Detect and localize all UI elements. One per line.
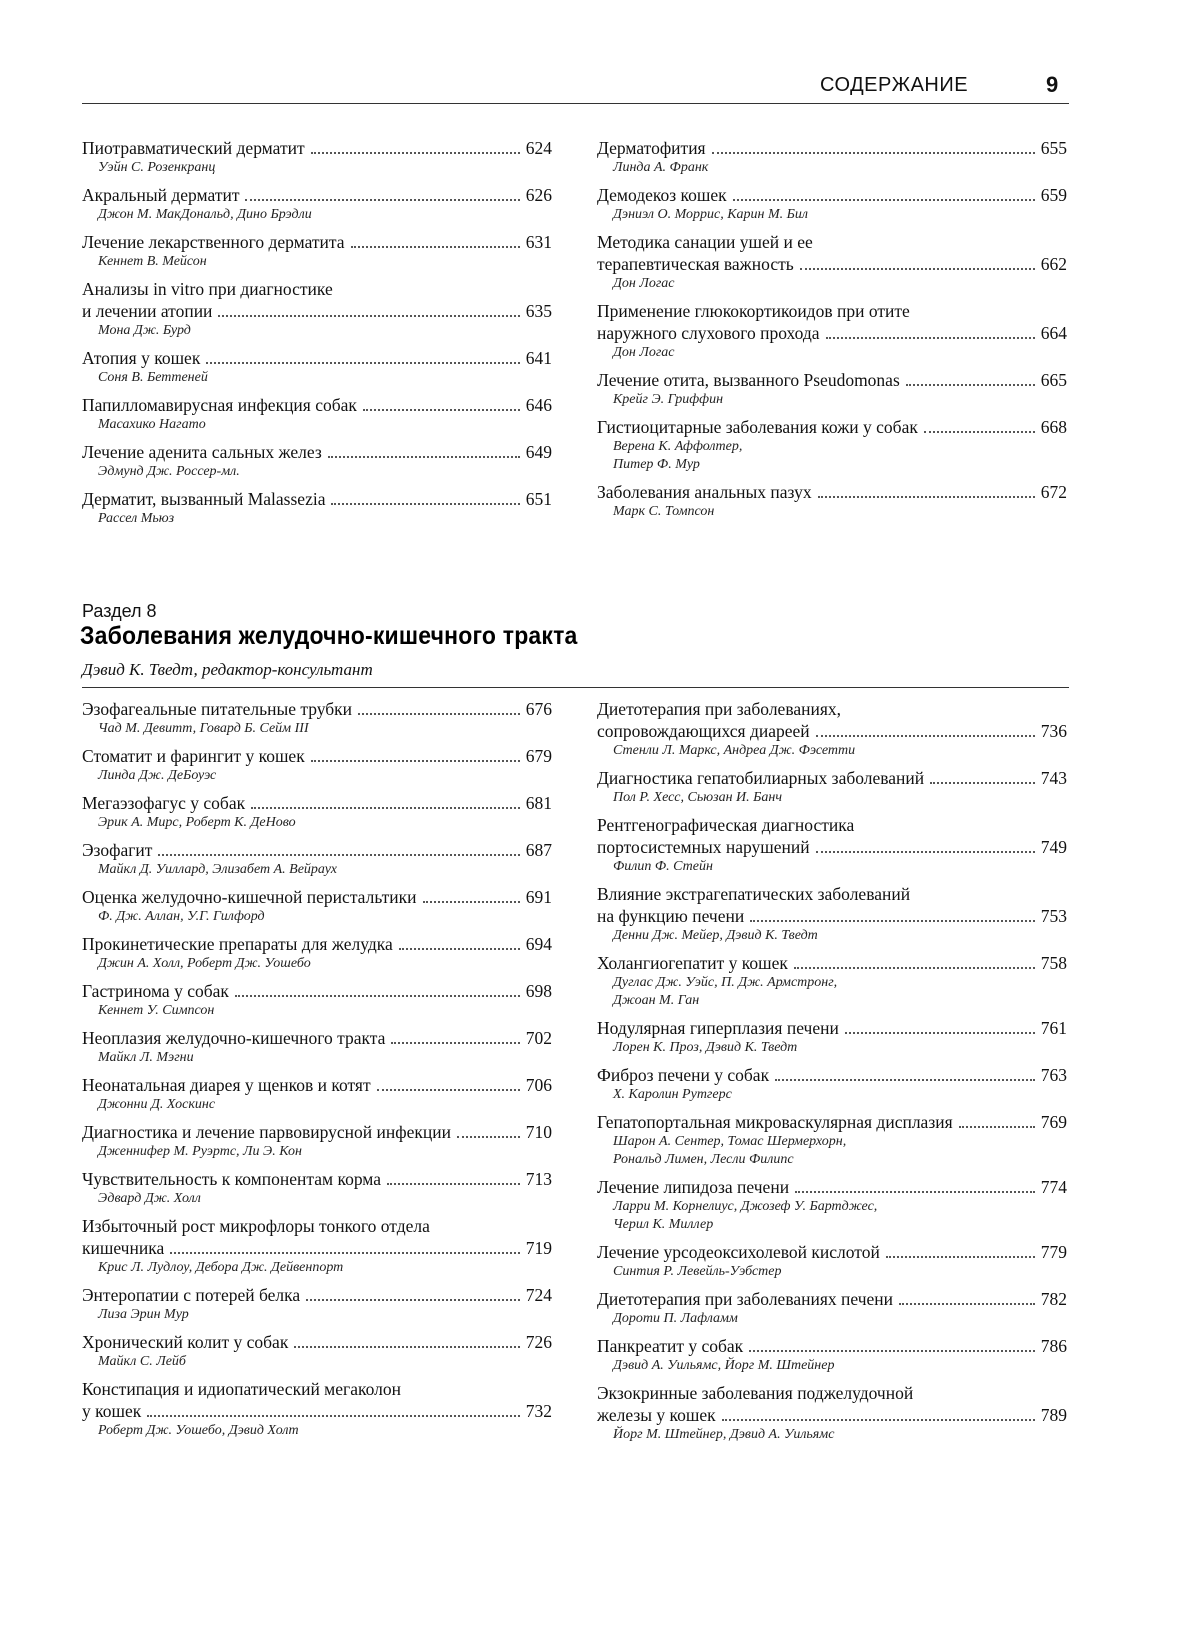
dot-leader [930,782,1035,784]
entry-title: Дерматофития [597,138,706,158]
dot-leader [170,1252,520,1254]
toc-list-section7-left [82,137,552,535]
toc-entry[interactable] [82,698,552,738]
entry-title-line: Влияние экстрагепатических заболеваний [597,884,911,904]
toc-entry[interactable] [597,698,1067,760]
dot-leader [899,1303,1035,1305]
entry-title: Стоматит и фарингит у кошек [82,746,305,766]
entry-page-number: 713 [525,1169,552,1189]
dot-leader [775,1079,1035,1081]
entry-title-line: Применение глюкокортикоидов при отите [597,301,910,321]
entry-title: Гистиоцитарные заболевания кожи у собак [597,417,918,437]
entry-authors: Линда А. Франк [613,160,709,175]
entry-page-number: 635 [525,301,552,321]
dot-leader [311,152,520,154]
entry-authors: Верена К. Аффолтер, [613,439,743,454]
toc-entry[interactable] [82,980,552,1020]
entry-title-row [82,184,552,206]
entry-title-row [597,416,1067,438]
entry-title: Атопия у кошек [82,348,201,368]
entry-title-line: Анализы in vitro при диагностике [82,279,333,299]
dot-leader [218,315,519,317]
toc-entry[interactable] [82,441,552,481]
entry-title-row [82,1400,552,1422]
entry-title-row [597,1241,1067,1263]
entry-title: Папилломавирусная инфекция собак [82,395,357,415]
entry-title-row [597,720,1067,742]
entry-page-number: 769 [1040,1112,1067,1132]
entry-title-row [597,1176,1067,1198]
entry-authors: Ф. Дж. Аллан, У.Г. Гилфорд [98,909,265,924]
entry-page-number: 662 [1040,254,1067,274]
dot-leader [328,456,520,458]
entry-authors: Линда Дж. ДеБоуэс [98,768,217,783]
entry-title: Фиброз печени у собак [597,1065,770,1085]
dot-leader [358,713,520,715]
entry-authors: Кеннет В. Мейсон [98,254,207,269]
toc-entry[interactable] [597,184,1067,224]
entry-page-number: 668 [1040,417,1067,437]
entry-title: Лечение аденита сальных желез [82,442,322,462]
entry-title-row [82,745,552,767]
toc-entry[interactable] [597,1017,1067,1057]
entry-authors: Шарон А. Сентер, Томас Шермерхорн, [613,1134,847,1149]
entry-title: Нодулярная гиперплазия печени [597,1018,839,1038]
entry-title: Диагностика гепатобилиарных заболеваний [597,768,925,788]
dot-leader [845,1032,1035,1034]
entry-title: Диетотерапия при заболеваниях печени [597,1289,894,1309]
entry-page-number: 646 [525,395,552,415]
entry-authors: Майкл Л. Мэгни [98,1050,194,1065]
dot-leader [733,199,1035,201]
entry-page-number: 779 [1040,1242,1067,1262]
entry-page-number: 753 [1040,906,1067,926]
dot-leader [363,409,520,411]
entry-title-row [597,137,1067,159]
toc-list-section8-left [82,698,552,1447]
entry-authors: Соня В. Беттеней [98,370,208,385]
dot-leader [794,967,1035,969]
entry-title: железы у кошек [597,1405,716,1425]
entry-page-number: 698 [525,981,552,1001]
entry-title-row [82,792,552,814]
toc-entry[interactable] [82,1074,552,1114]
entry-title: Неоплазия желудочно-кишечного тракта [82,1028,386,1048]
header-title: СОДЕРЖАНИЕ [820,74,969,96]
toc-entry[interactable] [82,745,552,785]
toc-entry[interactable] [82,839,552,879]
entry-title-row [82,1237,552,1259]
entry-title: сопровождающихся диареей [597,721,810,741]
entry-title: Хронический колит у собак [82,1332,289,1352]
toc-entry[interactable] [82,1284,552,1324]
toc-entry[interactable] [82,488,552,528]
toc-list-section7-right [597,137,1067,528]
toc-entry[interactable] [597,416,1067,474]
entry-title-row [82,839,552,861]
toc-entry[interactable] [597,767,1067,807]
entry-page-number: 694 [525,934,552,954]
entry-title-row [82,347,552,369]
entry-page-number: 724 [525,1285,552,1305]
entry-authors: Дон Логас [613,276,675,291]
entry-title-row [597,1335,1067,1357]
dot-leader [816,735,1035,737]
entry-page-number: 789 [1040,1405,1067,1425]
entry-title: Демодекоз кошек [597,185,727,205]
entry-title: наружного слухового прохода [597,323,820,343]
toc-entry[interactable] [82,137,552,177]
toc-entry[interactable] [597,952,1067,1010]
entry-page-number: 649 [525,442,552,462]
toc-entry[interactable] [82,394,552,434]
entry-title-line: Экзокринные заболевания поджелудочной [597,1383,914,1403]
dot-leader [206,362,519,364]
entry-authors: Лорен К. Проз, Дэвид К. Тведт [613,1040,798,1055]
toc-list-section8-right [597,698,1067,1451]
entry-page-number: 679 [525,746,552,766]
entry-title-line: Методика санации ушей и ее [597,232,813,252]
toc-entry[interactable] [82,1027,552,1067]
toc-entry[interactable] [597,369,1067,409]
toc-entry[interactable] [597,1111,1067,1169]
entry-title-row [82,137,552,159]
entry-authors: Масахико Нагато [98,417,206,432]
entry-page-number: 736 [1040,721,1067,741]
toc-entry[interactable] [82,792,552,832]
entry-page-number: 676 [525,699,552,719]
toc-entry[interactable] [597,814,1067,876]
entry-title-row [82,441,552,463]
entry-page-number: 624 [525,138,552,158]
entry-authors: Чад М. Девитт, Говард Б. Сейм III [98,721,309,736]
entry-title-row [597,1064,1067,1086]
entry-title-line: Диетотерапия при заболеваниях, [597,699,842,719]
entry-title-line: Рентгенографическая диагностика [597,815,855,835]
entry-authors: Черил К. Миллер [613,1217,714,1232]
dot-leader [816,851,1035,853]
dot-leader [399,948,520,950]
entry-title: Гастринома у собак [82,981,229,1001]
toc-entry[interactable] [597,137,1067,177]
entry-authors: Х. Каролин Рутгерс [613,1087,732,1102]
entry-title-row [597,905,1067,927]
dot-leader [722,1419,1035,1421]
entry-page-number: 641 [525,348,552,368]
entry-title-row [82,980,552,1002]
page-number: 9 [1046,72,1059,97]
entry-page-number: 626 [525,185,552,205]
dot-leader [924,431,1035,433]
toc-entry[interactable] [82,1331,552,1371]
entry-title-row [82,1074,552,1096]
dot-leader [712,152,1035,154]
entry-title: Лечение липидоза печени [597,1177,790,1197]
dot-leader [251,807,520,809]
toc-entry[interactable] [82,1168,552,1208]
entry-title-row [597,1111,1067,1133]
toc-entry[interactable] [82,231,552,271]
toc-entry[interactable] [82,1121,552,1161]
entry-title: портосистемных нарушений [597,837,810,857]
entry-authors: Дуглас Дж. Уэйс, П. Дж. Армстронг, [613,975,838,990]
entry-title: Энтеропатии с потерей белка [82,1285,301,1305]
dot-leader [147,1415,520,1417]
entry-title: Дерматит, вызванный Malassezia [82,489,326,509]
entry-authors: Мона Дж. Бурд [98,323,191,338]
entry-authors: Дороти П. Лафламм [613,1311,738,1326]
entry-title-row [82,394,552,416]
entry-title: Пиотравматический дерматит [82,138,305,158]
entry-title: Неонатальная диарея у щенков и котят [82,1075,371,1095]
toc-entry[interactable] [82,184,552,224]
entry-authors: Джон М. МакДональд, Дино Брэдли [98,207,312,222]
entry-authors: Стенли Л. Маркс, Андреа Дж. Фэсетти [613,743,856,758]
entry-page-number: 631 [525,232,552,252]
entry-title-row [597,836,1067,858]
toc-entry[interactable] [597,231,1067,293]
entry-authors: Джоан М. Ган [613,993,700,1008]
header-rule [82,103,1069,104]
entry-title: Чувствительность к компонентам корма [82,1169,382,1189]
dot-leader [749,1350,1035,1352]
entry-title: терапевтическая важность [597,254,794,274]
dot-leader [800,268,1035,270]
toc-entry[interactable] [597,481,1067,521]
entry-authors: Дэниэл О. Моррис, Карин М. Бил [613,207,809,222]
dot-leader [959,1126,1035,1128]
entry-title: и лечении атопии [82,301,213,321]
entry-authors: Кеннет У. Симпсон [98,1003,215,1018]
entry-page-number: 706 [525,1075,552,1095]
entry-title-line: Избыточный рост микрофлоры тонкого отдела [82,1216,430,1236]
entry-authors: Марк С. Томпсон [613,504,715,519]
toc-entry[interactable] [597,300,1067,362]
dot-leader [245,199,519,201]
entry-title: Оценка желудочно-кишечной перистальтики [82,887,417,907]
entry-title-row [82,886,552,908]
toc-entry[interactable] [597,1335,1067,1375]
dot-leader [391,1042,519,1044]
entry-authors: Эдмунд Дж. Россер-мл. [98,464,240,479]
entry-authors: Джин А. Холл, Роберт Дж. Уошебо [98,956,311,971]
section-editor: Дэвид К. Тведт, редактор-консультант [82,660,373,679]
entry-page-number: 749 [1040,837,1067,857]
entry-page-number: 719 [525,1238,552,1258]
dot-leader [423,901,520,903]
entry-page-number: 665 [1040,370,1067,390]
entry-title: Лечение лекарственного дерматита [82,232,345,252]
section-rule [82,687,1069,688]
entry-authors: Крейг Э. Гриффин [613,392,724,407]
entry-authors: Джонни Д. Хоскинс [98,1097,216,1112]
entry-page-number: 687 [525,840,552,860]
entry-authors: Дженнифер М. Руэртс, Ли Э. Кон [98,1144,302,1159]
dot-leader [795,1191,1035,1193]
entry-title-row [82,933,552,955]
entry-authors: Филип Ф. Стейн [613,859,713,874]
entry-title: Эзофагеальные питательные трубки [82,699,353,719]
toc-entry[interactable] [82,886,552,926]
entry-title-row [597,1288,1067,1310]
toc-entry[interactable] [597,1382,1067,1444]
entry-page-number: 659 [1040,185,1067,205]
entry-title-row [597,1404,1067,1426]
entry-title: Эзофагит [82,840,153,860]
dot-leader [158,854,519,856]
entry-page-number: 782 [1040,1289,1067,1309]
toc-entry[interactable] [82,278,552,340]
section-label: Раздел 8 [82,601,157,621]
toc-entry[interactable] [82,1378,552,1440]
toc-entry[interactable] [597,1288,1067,1328]
entry-authors: Дон Логас [613,345,675,360]
entry-title-row [597,184,1067,206]
entry-page-number: 681 [525,793,552,813]
dot-leader [906,384,1035,386]
entry-authors: Дэвид А. Уильямс, Йорг М. Штейнер [613,1358,835,1373]
entry-authors: Лиза Эрин Мур [98,1307,189,1322]
dot-leader [351,246,520,248]
entry-title-row [597,767,1067,789]
entry-page-number: 774 [1040,1177,1067,1197]
entry-title-row [82,300,552,322]
entry-page-number: 758 [1040,953,1067,973]
entry-title: кишечника [82,1238,165,1258]
entry-title-row [597,952,1067,974]
dot-leader [387,1183,520,1185]
toc-entry[interactable] [82,1215,552,1277]
entry-title-row [82,1027,552,1049]
entry-page-number: 726 [525,1332,552,1352]
entry-page-number: 763 [1040,1065,1067,1085]
entry-page-number: 786 [1040,1336,1067,1356]
entry-title-row [82,1121,552,1143]
entry-page-number: 732 [525,1401,552,1421]
entry-title: Заболевания анальных пазух [597,482,812,502]
entry-authors: Пол Р. Хесс, Сьюзан И. Банч [613,790,783,805]
entry-authors: Денни Дж. Мейер, Дэвид К. Тведт [613,928,818,943]
dot-leader [886,1256,1035,1258]
section-title: Заболевания желудочно-кишечного тракта [80,622,578,650]
dot-leader [294,1346,519,1348]
entry-authors: Роберт Дж. Уошебо, Дэвид Холт [98,1423,299,1438]
entry-title-row [597,1017,1067,1039]
entry-page-number: 761 [1040,1018,1067,1038]
entry-authors: Уэйн С. Розенкранц [98,160,216,175]
entry-page-number: 743 [1040,768,1067,788]
dot-leader [818,496,1035,498]
entry-title-row [82,488,552,510]
entry-authors: Рональд Лимен, Лесли Филипс [613,1152,794,1167]
dot-leader [311,760,520,762]
dot-leader [826,337,1035,339]
dot-leader [331,503,519,505]
entry-title-row [597,322,1067,344]
entry-title: Диагностика и лечение парвовирусной инфекции [82,1122,451,1142]
entry-page-number: 651 [525,489,552,509]
entry-authors: Майкл С. Лейб [98,1354,186,1369]
entry-page-number: 691 [525,887,552,907]
entry-title: Лечение урсодеоксихолевой кислотой [597,1242,880,1262]
toc-entry[interactable] [597,1064,1067,1104]
entry-authors: Крис Л. Лудлоу, Дебора Дж. Дейвенпорт [98,1260,344,1275]
entry-title: Лечение отита, вызванного Pseudomonas [597,370,900,390]
entry-title-row [82,1284,552,1306]
entry-title-row [597,253,1067,275]
toc-entry[interactable] [82,347,552,387]
entry-page-number: 655 [1040,138,1067,158]
entry-authors: Эдвард Дж. Холл [98,1191,201,1206]
toc-entry[interactable] [597,883,1067,945]
toc-entry[interactable] [82,933,552,973]
entry-title-row [82,1331,552,1353]
entry-title: Гепатопортальная микроваскулярная дисплазия [597,1112,953,1132]
dot-leader [235,995,520,997]
entry-title-line: Констипация и идиопатический мегаколон [82,1379,401,1399]
entry-authors: Ларри М. Корнелиус, Джозеф У. Бартджес, [613,1199,878,1214]
entry-page-number: 672 [1040,482,1067,502]
entry-title: Мегаэзофагус у собак [82,793,246,813]
entry-title-row [82,698,552,720]
entry-authors: Майкл Д. Уиллард, Элизабет А. Вейраух [98,862,337,877]
dot-leader [457,1136,520,1138]
toc-entry[interactable] [597,1241,1067,1281]
entry-authors: Рассел Мьюз [98,511,175,526]
entry-authors: Синтия Р. Левейль-Уэбстер [613,1264,782,1279]
toc-entry[interactable] [597,1176,1067,1234]
entry-title-row [82,231,552,253]
entry-title: на функцию печени [597,906,745,926]
entry-title-row [597,369,1067,391]
entry-page-number: 664 [1040,323,1067,343]
entry-authors: Эрик А. Мирс, Роберт К. ДеНово [98,815,296,830]
dot-leader [377,1089,520,1091]
entry-authors: Питер Ф. Мур [613,457,700,472]
entry-title: Холангиогепатит у кошек [597,953,788,973]
entry-title: Акральный дерматит [82,185,240,205]
entry-title: у кошек [82,1401,142,1421]
entry-title-row [597,481,1067,503]
entry-page-number: 702 [525,1028,552,1048]
entry-title-row [82,1168,552,1190]
entry-page-number: 710 [525,1122,552,1142]
dot-leader [750,920,1035,922]
dot-leader [306,1299,520,1301]
entry-authors: Йорг М. Штейнер, Дэвид А. Уильямс [613,1427,835,1442]
entry-title: Панкреатит у собак [597,1336,744,1356]
entry-title: Прокинетические препараты для желудка [82,934,393,954]
